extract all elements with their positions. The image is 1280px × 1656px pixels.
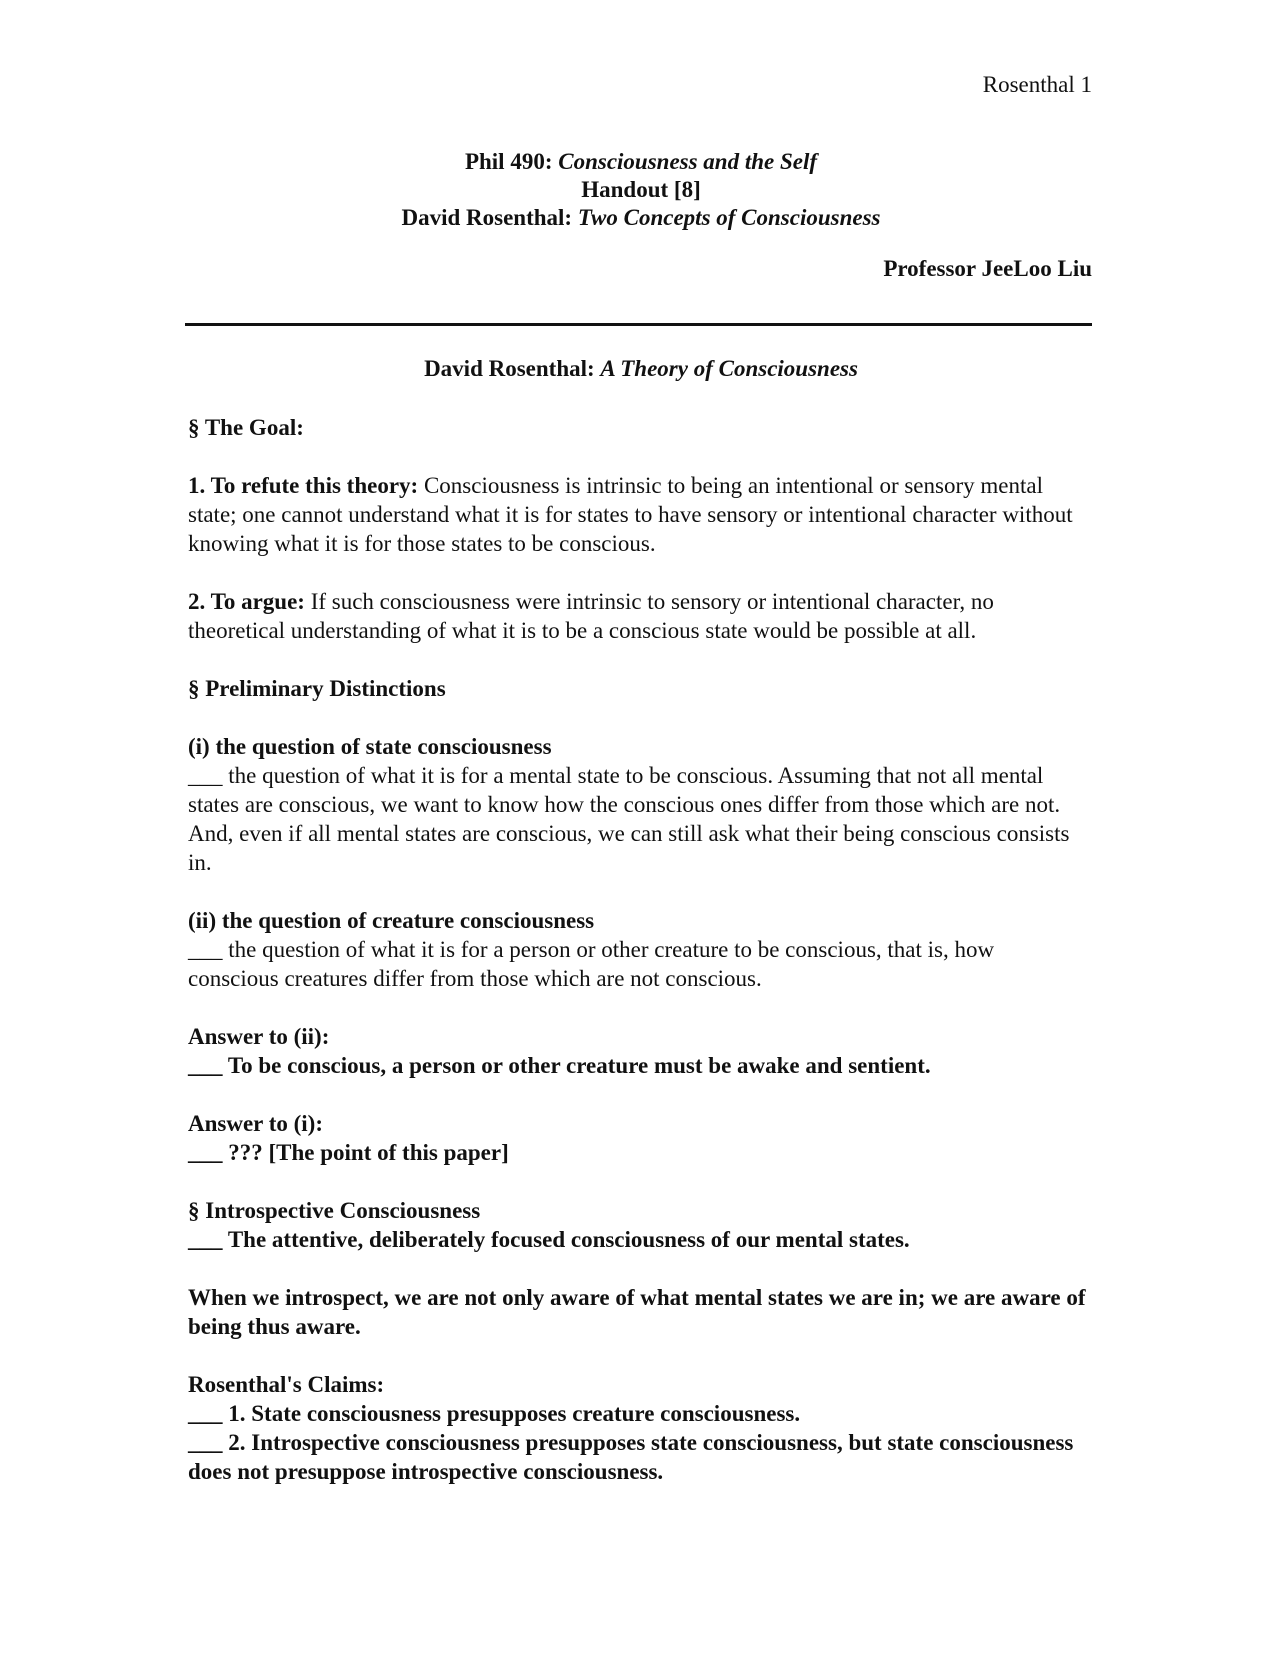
answer-ii-label: Answer to (ii): [188,1024,330,1049]
author-prefix: David Rosenthal: [401,205,573,230]
goal-item-1-label: 1. To refute this theory: [188,473,419,498]
handout-body [188,413,1088,1515]
claim-2: ___ 2. Introspective consciousness presupposes state consciousness, but state consciousness does not presuppose introspective consciousness. [188,1430,1074,1484]
running-head: Rosenthal 1 [982,72,1092,97]
state-consciousness-block [188,732,1088,877]
professor-name: Professor JeeLoo Liu [883,256,1092,281]
creature-consciousness-heading: (ii) the question of creature consciousness [188,908,595,933]
answer-ii-text: ___ To be conscious, a person or other creature must be awake and sentient. [188,1053,931,1078]
creature-consciousness-block [188,906,1088,993]
claim-1: ___ 1. State consciousness presupposes creature consciousness. [188,1401,801,1426]
goal-heading: § The Goal: [188,415,304,440]
goal-item-2-label: 2. To argue: [188,589,305,614]
answer-i-block [188,1109,1088,1167]
distinctions-heading: § Preliminary Distinctions [188,676,446,701]
state-consciousness-heading: (i) the question of state consciousness [188,734,552,759]
answer-ii-block [188,1022,1088,1080]
handout-line: Handout [8] [581,177,701,202]
course-title: Consciousness and the Self [558,149,818,174]
goal-item-1-text: Consciousness is intrinsic to being an intentional or sensory mental state; one cannot understand what it is for states to have sensory or intentional character without knowing what it is for those states to be conscious. [188,473,1073,556]
goal-item-1 [188,471,1088,558]
section-title [186,356,1096,382]
subtitle-work: A Theory of Consciousness [600,356,858,381]
introspective-definition: ___ The attentive, deliberately focused consciousness of our mental states. [188,1227,910,1252]
introspective-block [188,1196,1088,1254]
title-block [186,148,1096,232]
goal-item-2-text: If such consciousness were intrinsic to sensory or intentional character, no theoretical understanding of what it is to be a conscious state would be possible at all. [188,589,994,643]
introspective-heading: § Introspective Consciousness [188,1198,481,1223]
answer-i-label: Answer to (i): [188,1111,323,1136]
horizontal-rule [185,323,1092,326]
answer-i-text: ___ ??? [The point of this paper] [188,1140,509,1165]
course-prefix: Phil 490: [464,149,553,174]
paper-line [186,204,1096,232]
creature-consciousness-text: ___ the question of what it is for a person or other creature to be conscious, that is, how conscious creatures differ from those which are not conscious. [188,937,995,991]
subtitle-author: David Rosenthal: [424,356,595,381]
claims-heading: Rosenthal's Claims: [188,1372,385,1397]
state-consciousness-text: ___ the question of what it is for a mental state to be conscious. Assuming that not all mental states are conscious, we want to know how the conscious ones differ from those which are not. And, even if all mental states are conscious, we can still ask what their being conscious consists in. [188,763,1070,875]
course-line [186,148,1096,176]
introspective-statement: When we introspect, we are not only aware of what mental states we are in; we are aware of being thus aware. [188,1285,1086,1339]
paper-title: Two Concepts of Consciousness [577,205,881,230]
claims-block [188,1370,1088,1486]
goal-item-2 [188,587,1088,645]
